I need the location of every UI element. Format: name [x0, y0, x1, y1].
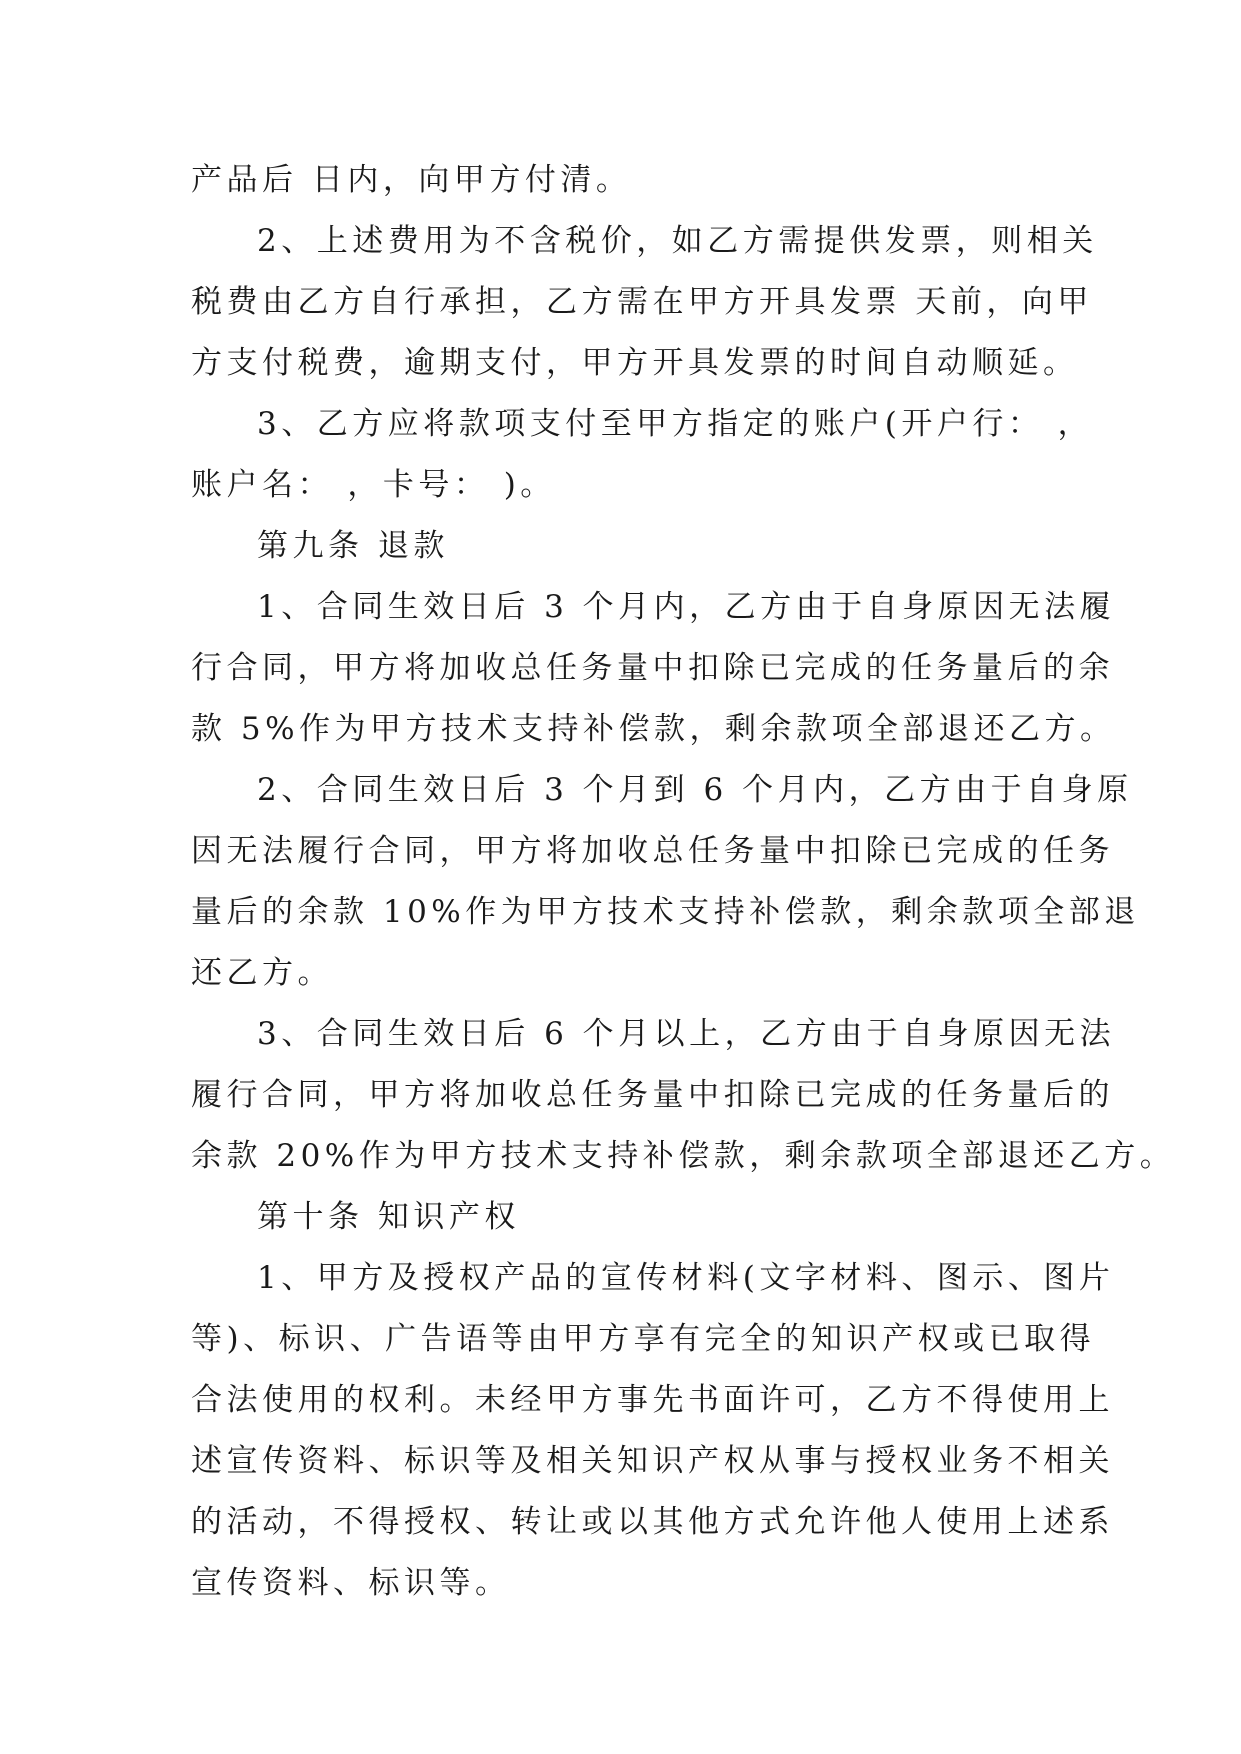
- text-line: 的活动，不得授权、转让或以其他方式允许他人使用上述系: [191, 1504, 1114, 1540]
- text-line: 因无法履行合同，甲方将加收总任务量中扣除已完成的任务: [191, 833, 1114, 869]
- text-line: 宣传资料、标识等。: [191, 1565, 511, 1601]
- text-line: 履行合同，甲方将加收总任务量中扣除已完成的任务量后的: [191, 1077, 1114, 1113]
- text-line: 2、合同生效日后 3 个月到 6 个月内，乙方由于自身原: [257, 772, 1133, 808]
- text-line: 款 5%作为甲方技术支持补偿款，剩余款项全部退还乙方。: [191, 711, 1116, 747]
- text-line: 还乙方。: [191, 955, 333, 991]
- text-line: 方支付税费，逾期支付，甲方开具发票的时间自动顺延。: [191, 345, 1079, 381]
- document-body: [191, 150, 1176, 1614]
- text-line: 3、合同生效日后 6 个月以上，乙方由于自身原因无法: [257, 1016, 1116, 1052]
- text-line: 税费由乙方自行承担，乙方需在甲方开具发票 天前，向甲: [191, 284, 1093, 320]
- text-line: 量后的余款 10%作为甲方技术支持补偿款，剩余款项全部退: [191, 894, 1140, 930]
- text-line: 行合同，甲方将加收总任务量中扣除已完成的任务量后的余: [191, 650, 1114, 686]
- text-line: 1、甲方及授权产品的宣传材料(文字材料、图示、图片: [257, 1260, 1115, 1296]
- section-heading: 第九条 退款: [257, 528, 449, 564]
- text-line: 账户名： ，卡号： )。: [191, 467, 556, 503]
- text-line: 合法使用的权利。未经甲方事先书面许可，乙方不得使用上: [191, 1382, 1114, 1418]
- text-line: 3、乙方应将款项支付至甲方指定的账户(开户行： ，: [257, 406, 1094, 442]
- text-line: 产品后 日内，向甲方付清。: [191, 162, 632, 198]
- text-line: 2、上述费用为不含税价，如乙方需提供发票，则相关: [257, 223, 1098, 259]
- section-heading: 第十条 知识产权: [257, 1199, 520, 1235]
- text-line: 1、合同生效日后 3 个月内，乙方由于自身原因无法履: [257, 589, 1116, 625]
- text-line: 述宣传资料、标识等及相关知识产权从事与授权业务不相关: [191, 1443, 1114, 1479]
- text-line: 等)、标识、广告语等由甲方享有完全的知识产权或已取得: [191, 1321, 1096, 1357]
- text-line: 余款 20%作为甲方技术支持补偿款，剩余款项全部退还乙方。: [191, 1138, 1176, 1174]
